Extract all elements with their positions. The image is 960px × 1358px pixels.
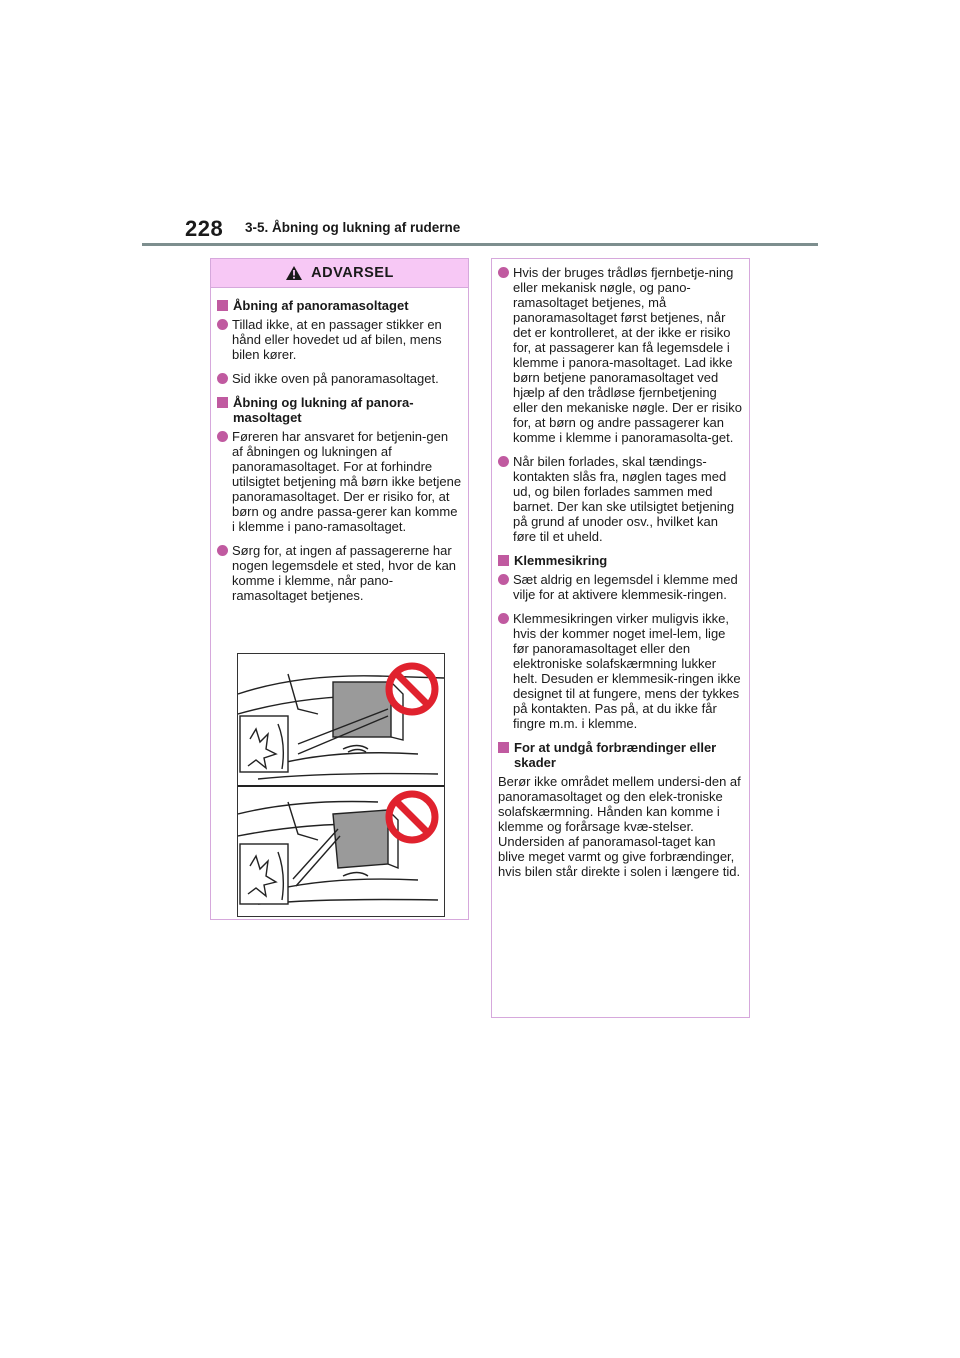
warning-box-right [491, 258, 750, 1018]
round-bullet-icon [217, 373, 228, 384]
list-item: Hvis der bruges trådløs fjernbetje-ning eller mekanisk nøgle, og pano-ramasoltaget betjenes, må panoramasoltaget først betjenes, når det er kontrolleret, at der ikke er risiko for, at passagerer kan få legemsdele i klemme i panora-masoltaget. Lad ikke børn betjene panoramasoltaget ved hjælp af den trådløse fjernbetjening eller den mekaniske nøgle. Der er risiko for, at børn og andre passagerer kan komme i klemme i panoramasolta-get. [498, 265, 743, 445]
round-bullet-icon [217, 431, 228, 442]
warning-triangle-icon [285, 265, 303, 281]
round-bullet-icon [498, 267, 509, 278]
burn-paragraph: Berør ikke området mellem undersi-den af panoramasoltaget og den elek-troniske solafskærmning. Hånden kan komme i klemme og forårsage kvæ-stelser. Undersiden af panoramasol-taget kan blive meget varmt og give forbrændinger, hvis bilen står direkte i solen i længere tid. [498, 774, 741, 879]
page-number: 228 [185, 216, 224, 241]
warning-box-left [210, 258, 469, 920]
warning-title: ADVARSEL [311, 265, 394, 281]
section-title: 3-5. Åbning og lukning af ruderne [245, 220, 461, 235]
square-bullet-icon [217, 300, 228, 311]
square-bullet-icon [217, 397, 228, 408]
list-item: Sæt aldrig en legemsdel i klemme med vilje for at aktivere klemmesik-ringen. [498, 572, 743, 602]
sunroof-drawing [238, 654, 444, 916]
square-bullet-icon [498, 555, 509, 566]
prohibition-icon [389, 666, 435, 712]
list-item: Klemmesikringen virker muligvis ikke, hvis der kommer noget imel-lem, lige før panoramasoltaget eller den elektroniske solafskærmning lukker helt. Desuden er klemmesik-ringen ikke designet til at fungere, mens der tykkes på kontakten. Pas på, at du ikke får fingre m.m. i klemme. [498, 611, 743, 731]
square-bullet-icon [498, 742, 509, 753]
subheading-klemmesikring: Klemmesikring [498, 553, 743, 568]
list-item: Sid ikke oven på panoramasoltaget. [217, 371, 462, 386]
warning-header [211, 259, 468, 288]
list-item: Føreren har ansvaret for betjenin-gen af åbningen og lukningen af panoramasoltaget. For at forhindre utilsigtet betjening må børn ikke betjene panoramasoltaget. Der er risiko for, at børn og andre passa-gerer kan komme i klemme i pano-ramasoltaget. [217, 429, 462, 534]
subheading-burns: For at undgå forbrændinger eller skader [498, 740, 743, 770]
sunroof-illustration [237, 653, 445, 917]
round-bullet-icon [498, 456, 509, 467]
round-bullet-icon [498, 574, 509, 585]
subheading-open-roof: Åbning af panoramasoltaget [217, 298, 462, 313]
round-bullet-icon [217, 545, 228, 556]
round-bullet-icon [498, 613, 509, 624]
header-rule [142, 243, 818, 246]
round-bullet-icon [217, 319, 228, 330]
subheading-open-close-roof: Åbning og lukning af panora-masoltaget [217, 395, 462, 425]
list-item: Tillad ikke, at en passager stikker en hånd eller hovedet ud af bilen, mens bilen kører. [217, 317, 462, 362]
list-item: Sørg for, at ingen af passagererne har nogen legemsdele et sted, hvor de kan komme i klemme, når pano-ramasoltaget betjenes. [217, 543, 462, 603]
list-item: Når bilen forlades, skal tændings-kontakten slås fra, nøglen tages med ud, og bilen forlades sammen med barnet. Der kan ske utilsigtet betjening på grund af unoder osv., hvilket kan føre til et uheld. [498, 454, 743, 544]
